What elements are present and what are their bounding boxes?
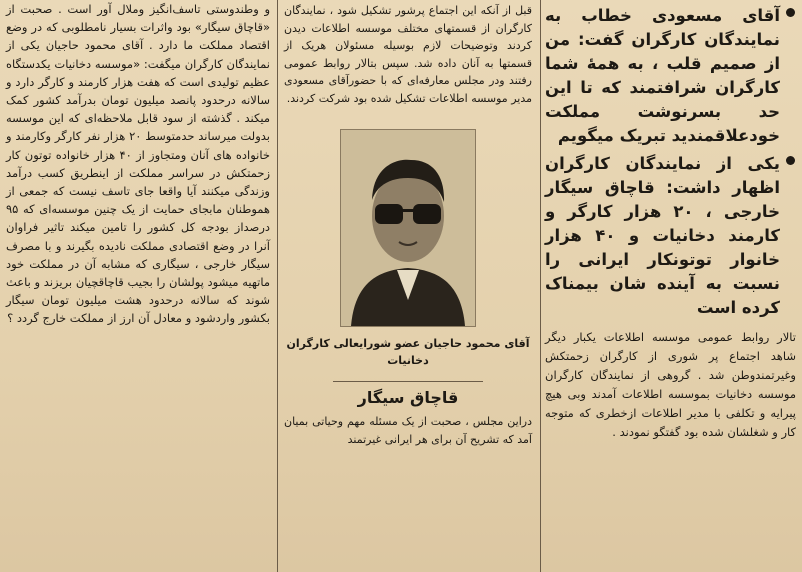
bullet-icon: [786, 156, 795, 165]
column-divider: [540, 0, 541, 572]
headline-quote-1-text: آقای مسعودی خطاب به نمایندگان کارگران گفت: من از صمیم قلب ، به همهٔ شما کارگران شرافتمند که تا این حد بسرنوشت مملکت خودعلاقمندید تبریک میگویم: [545, 6, 780, 145]
column-divider: [277, 0, 278, 572]
right-column: [543, 0, 798, 572]
left-column-body: و وطندوستی تاسف‌انگیز وملال آور است . صحبت از «قاچاق سیگار» بود واثرات بسیار نامطلوبی که در وضع اقتصاد مملکت ما دارد . آقای محمود حاجیان یکی از نمایندگان کارگران میگفت: «موسسه دخانیات یکدستگاه عظیم تولیدی است که هفت هزار کارمند و کارگر دارد و سالانه درحدود پانصد میلیون تومان بدرآمد کشور کمک میکند . گذشته از سود قابل ملاحظه‌ای که این موسسه بدولت میرساند حدمتوسط ۲۰ هزار نفر کارگر وکارمند و خانواده های آنان ومتجاوز از ۴۰ هزار خانواده توتون کار زحمتکش در سراسر مملکت از اینطریق کسب درآمد وزندگی میکنند آیا واقعا جای تاسف نیست که جمعی از هموطنان مابجای حمایت از یک چنین موسسه‌ای که ۹۵ درصداز بودجه کل کشور را تامین میکند تاثیر فراوان آنرا در وضع اقتصادی مملکت نادیده بگیرند و با مصرف سیگار خارجی ، سیگاری که مشابه آن در مملکت خود ماتهیه میشود پولشان را بجیب قاچاقچیان بریزند و باعث شوند که سالانه درحدود هشت میلیون تومان سیگار بکشور واردشود و معادل آن ارز از مملکت خارج گردد ؟: [6, 2, 270, 326]
section-subheading: قاچاق سیگار: [333, 381, 483, 407]
right-column-body: تالار روابط عمومی موسسه اطلاعات یکبار دیگر شاهد اجتماع پر شوری از کارگران زحمتکش وغیرتمندوطن شد . گروهی از نمایندگان کارگران موسسه دخانیات بموسسه اطلاعات آمدند وبی هیچ پیرایه و تکلفی با مدیر اطلاعات ازخطری که متوجه کار و شغلشان شده بود گفتگو نمودند .: [545, 330, 796, 439]
headline-quote-2: [543, 148, 798, 320]
middle-column: [280, 0, 536, 572]
headline-quote-2-text: یکی از نمایندگان کارگران اظهار داشت: قاچاق سیگار خارجی ، ۲۰ هزار کارگر و کارمند دخانیات و ۴۰ هزار خانوار توتونکار ایرانی را نسبت به آینده شان بیمناک کرده است: [545, 154, 780, 317]
portrait-photo: [340, 129, 476, 327]
middle-column-body: دراین مجلس ، صحبت از یک مسئله مهم وحیاتی بمیان آمد که تشریح آن برای هر ایرانی غیرتمند: [284, 415, 532, 446]
left-column: [2, 0, 274, 572]
portrait-figure: [341, 130, 475, 326]
headline-quote-1: [543, 0, 798, 148]
photo-caption: آقای محمود حاجیان عضو شورایعالی کارگران دخانیات: [286, 337, 530, 367]
bullet-icon: [786, 8, 795, 17]
middle-column-intro: قبل از آنکه این اجتماع پرشور تشکیل شود ، نمایندگان کارگران از قسمتهای مختلف موسسه اطلاعات دیدن کردند وتوضیحات لازم بوسیله مسئولان هریک از قسمتها به آنان داده شد. سپس بتالار روابط عمومی رفتند ودر مجلس معارفه‌ای که با حضورآقای مسعودی مدیر موسسه اطلاعات تشکیل شده بود شرکت کردند.: [284, 4, 532, 105]
